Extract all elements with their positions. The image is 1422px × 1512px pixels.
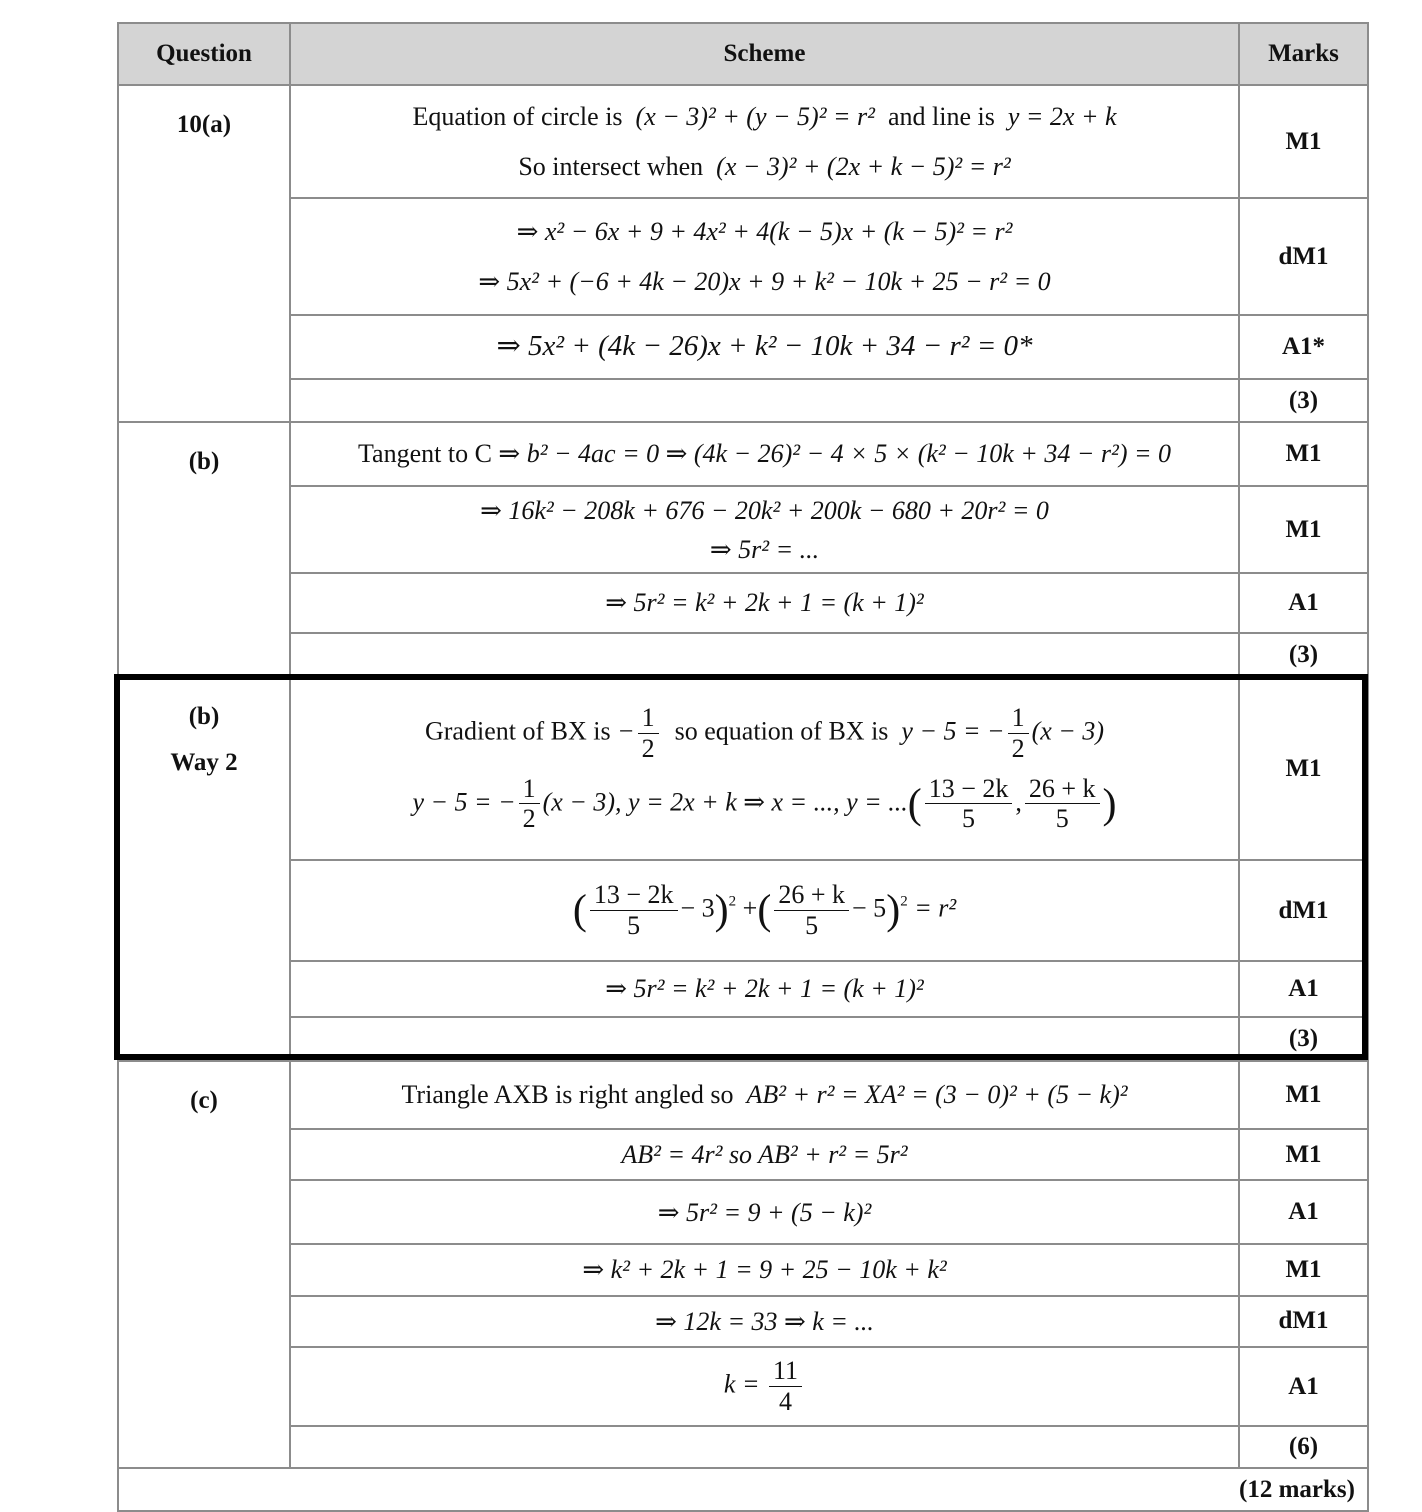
header-scheme: Scheme xyxy=(290,23,1239,85)
scheme-cell xyxy=(290,315,1239,379)
scheme-math: ⇒ 5x² + (−6 + 4k − 20)x + 9 + k² − 10k + 25 − r² = 0 xyxy=(478,266,1051,296)
scheme-cell xyxy=(290,1129,1239,1180)
scheme-cell: Triangle AXB is right angled so AB² + r² = XA² = (3 − 0)² + (5 − k)² xyxy=(290,1061,1239,1129)
mark-cell: dM1 xyxy=(1239,1296,1368,1347)
scheme-math: ⇒ 5r² = k² + 2k + 1 = (k + 1)² xyxy=(605,588,924,618)
scheme-math: AB² = 4r² so AB² + r² = 5r² xyxy=(621,1140,908,1169)
scheme-cell-empty xyxy=(290,1017,1239,1061)
question-label: 10(a) xyxy=(118,85,290,422)
header-marks: Marks xyxy=(1239,23,1368,85)
part-total: (3) xyxy=(1239,633,1368,677)
mark-cell: M1 xyxy=(1239,486,1368,573)
mark-cell: M1 xyxy=(1239,1061,1368,1129)
part-total: (6) xyxy=(1239,1426,1368,1468)
scheme-cell: ( $\frac{13 - 2k}{5}$ − 3)$^2$ +( $\frac{26 + k}{5}$ − 5)$^2$ = r² xyxy=(290,860,1239,961)
total-row xyxy=(118,1468,1368,1511)
scheme-math: ⇒ 16k² − 208k + 676 − 20k² + 200k − 680 + 20r² = 0 xyxy=(480,495,1049,525)
mark-cell: A1 xyxy=(1239,1347,1368,1426)
mark-cell: M1 xyxy=(1239,422,1368,486)
table-row xyxy=(118,961,1368,1017)
scheme-cell xyxy=(290,198,1239,315)
scheme-math: ⇒ 5r² = ... xyxy=(709,534,820,564)
mark-cell: dM1 xyxy=(1239,198,1368,315)
table-row xyxy=(118,379,1368,422)
table-row xyxy=(118,1347,1368,1426)
question-label: (c) xyxy=(118,1061,290,1468)
part-total: (3) xyxy=(1239,1017,1368,1061)
mark-cell: A1 xyxy=(1239,961,1368,1017)
table-row xyxy=(118,1017,1368,1061)
scheme-cell xyxy=(290,1180,1239,1244)
table-row xyxy=(118,1061,1368,1129)
scheme-cell xyxy=(290,961,1239,1017)
scheme-cell xyxy=(290,1244,1239,1295)
scheme-math: ⇒ x² − 6x + 9 + 4x² + 4(k − 5)x + (k − 5)² = r² xyxy=(516,217,1013,247)
table-row xyxy=(118,573,1368,633)
way-label: Way 2 xyxy=(170,749,238,776)
part-total: (3) xyxy=(1239,379,1368,422)
scheme-math: ⇒ 5r² = k² + 2k + 1 = (k + 1)² xyxy=(605,974,924,1004)
scheme-cell: Equation of circle is (x − 3)² + (y − 5)² = r² and line is y = 2x + k So intersect when (x − 3)² + (2x + k − 5)² = r² xyxy=(290,85,1239,198)
scheme-math: (x − 3)² + (2x + k − 5)² = r² xyxy=(716,151,1011,181)
question-label: (b) Way 2 xyxy=(118,677,290,1061)
table-row xyxy=(118,860,1368,961)
mark-cell: M1 xyxy=(1239,1129,1368,1180)
scheme-cell-empty xyxy=(290,379,1239,422)
mark-scheme-table xyxy=(117,22,1369,1512)
scheme-cell: Gradient of BX is − $\frac{1}{2}$ so equation of BX is y − 5 = − $\frac{1}{2}$ (x − 3) y − 5 = − $\frac{1}{2}$ (x − 3), y = 2x + k ⇒ x = ..., y = ...( $\frac{13 - 2k}{5}$ , $\frac{26 + k}{5}$ ) xyxy=(290,677,1239,860)
mark-cell: A1 xyxy=(1239,573,1368,633)
scheme-math: ⇒ 12k = 33 ⇒ k = ... xyxy=(655,1306,874,1336)
mark-cell: A1* xyxy=(1239,315,1368,379)
mark-cell: M1 xyxy=(1239,677,1368,860)
scheme-cell-empty xyxy=(290,633,1239,677)
table-row xyxy=(118,1180,1368,1244)
question-label: (b) xyxy=(118,422,290,677)
table-row xyxy=(118,85,1368,198)
scheme-math: ⇒ b² − 4ac = 0 ⇒ (4k − 26)² − 4 × 5 × (k² − 10k + 34 − r²) = 0 xyxy=(498,439,1172,469)
table-row xyxy=(118,422,1368,486)
table-row xyxy=(118,1129,1368,1180)
scheme-math: ⇒ 5r² = 9 + (5 − k)² xyxy=(657,1197,872,1227)
table-row xyxy=(118,1244,1368,1295)
table-row xyxy=(118,486,1368,573)
scheme-cell xyxy=(290,1296,1239,1347)
mark-cell: A1 xyxy=(1239,1180,1368,1244)
mark-cell: M1 xyxy=(1239,1244,1368,1295)
grand-total: (12 marks) xyxy=(118,1468,1368,1511)
scheme-cell xyxy=(290,573,1239,633)
scheme-math: y = 2x + k xyxy=(1007,102,1117,132)
scheme-cell: Tangent to C ⇒ b² − 4ac = 0 ⇒ (4k − 26)² − 4 × 5 × (k² − 10k + 34 − r²) = 0 xyxy=(290,422,1239,486)
scheme-math: ⇒ 5x² + (4k − 26)x + k² − 10k + 34 − r² = 0* xyxy=(496,330,1033,363)
scheme-cell: k = $\frac{11}{4}$ xyxy=(290,1347,1239,1426)
header-row xyxy=(118,23,1368,85)
mark-cell: dM1 xyxy=(1239,860,1368,961)
scheme-math: AB² + r² = XA² = (3 − 0)² + (5 − k)² xyxy=(746,1080,1128,1110)
table-row xyxy=(118,1296,1368,1347)
table-row xyxy=(118,315,1368,379)
scheme-cell-empty xyxy=(290,1426,1239,1468)
scheme-cell xyxy=(290,486,1239,573)
header-question: Question xyxy=(118,23,290,85)
table-row xyxy=(118,677,1368,860)
scheme-math: ⇒ k² + 2k + 1 = 9 + 25 − 10k + k² xyxy=(582,1255,947,1285)
table-row xyxy=(118,633,1368,677)
table-row xyxy=(118,1426,1368,1468)
table-row xyxy=(118,198,1368,315)
mark-cell: M1 xyxy=(1239,85,1368,198)
scheme-math: (x − 3)² + (y − 5)² = r² xyxy=(635,102,875,132)
